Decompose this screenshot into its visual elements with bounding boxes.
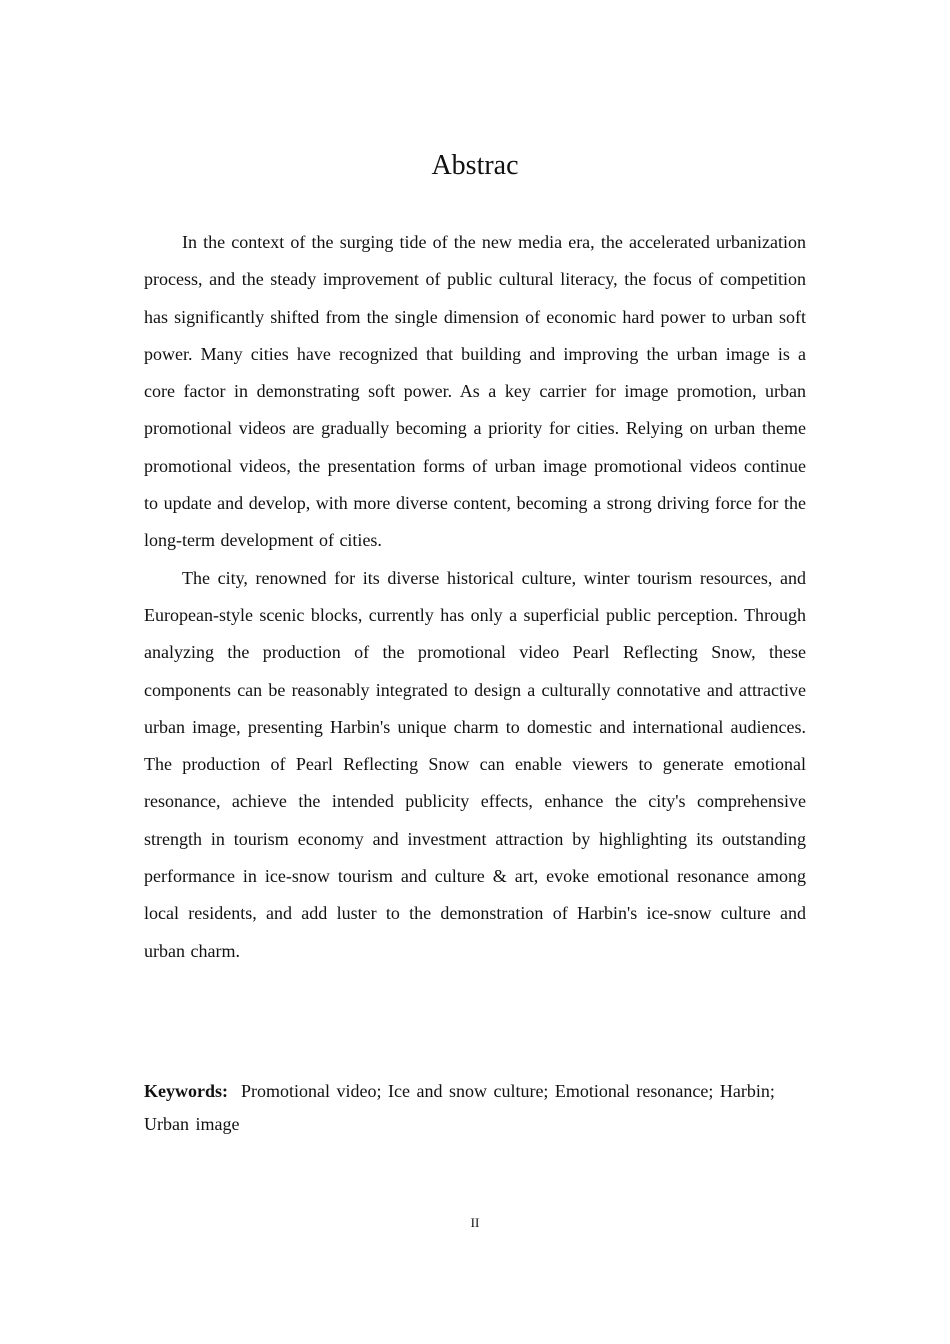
abstract-paragraph-1: In the context of the surging tide of the new media era, the accelerated urbanization process, and the steady improvement of public cultural literacy, the focus of competition has significantly shifted from the single dimension of economic hard power to urban soft power. Many cities have recognized that building and improving the urban image is a core factor in demonstrating soft power. As a key carrier for image promotion, urban promotional videos are gradually becoming a priority for cities. Relying on urban theme promotional videos, the presentation forms of urban image promotional videos continue to update and develop, with more diverse content, becoming a strong driving force for the long-term development of cities. [144,232,806,551]
abstract-body [144,224,806,970]
keywords-block [144,1075,784,1141]
page-title: Abstrac [431,150,519,181]
keywords-label: Keywords: [144,1081,228,1101]
keywords-text: Promotional video; Ice and snow culture; Emotional resonance; Harbin; Urban image [144,1081,775,1134]
abstract-paragraph-2: The city, renowned for its diverse historical culture, winter tourism resources, and European-style scenic blocks, currently has only a superficial public perception. Through analyzing the production of the promotional video Pearl Reflecting Snow, these components can be reasonably integrated to design a culturally connotative and attractive urban image, presenting Harbin's unique charm to domestic and international audiences. The production of Pearl Reflecting Snow can enable viewers to generate emotional resonance, achieve the intended publicity effects, enhance the city's comprehensive strength in tourism economy and investment attraction by highlighting its outstanding performance in ice-snow tourism and culture & art, evoke emotional resonance among local residents, and add luster to the demonstration of Harbin's ice-snow culture and urban charm. [144,567,806,961]
page-number: II [470,1215,480,1230]
